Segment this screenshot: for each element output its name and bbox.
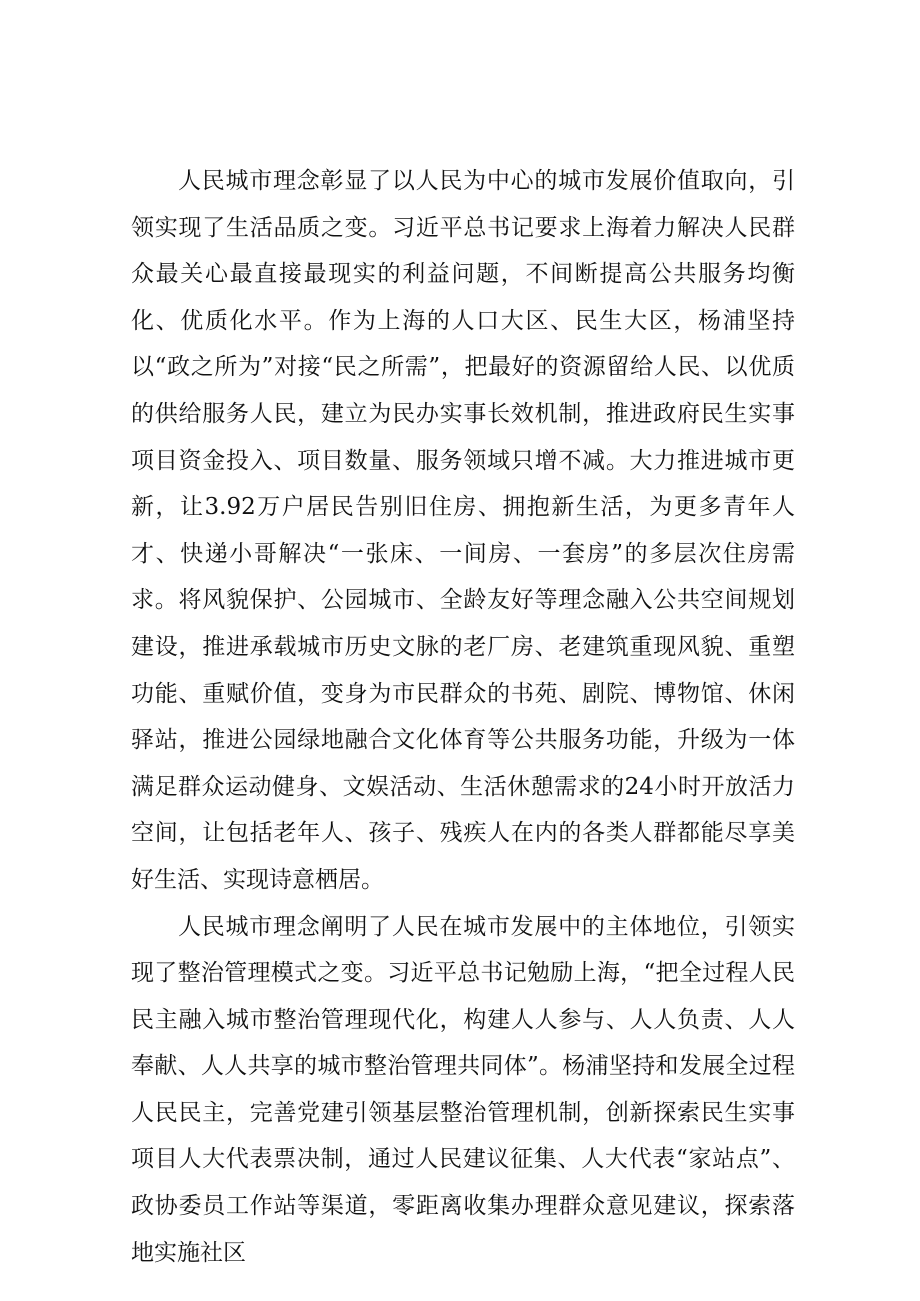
document-body — [131, 158, 795, 1276]
paragraph-1: 人民城市理念彰显了以人民为中心的城市发展价值取向，引领实现了生活品质之变。习近平总书记要求上海着力解决人民群众最关心最直接最现实的利益问题，不间断提高公共服务均衡化、优质化水平。作为上海的人口大区、民生大区，杨浦坚持以“政之所为”对接“民之所需”，把最好的资源留给人民、以优质的供给服务人民，建立为民办实事长效机制，推进政府民生实事项目资金投入、项目数量、服务领域只增不减。大力推进城市更新，让3.92万户居民告别旧住房、拥抱新生活，为更多青年人才、快递小哥解决“一张床、一间房、一套房”的多层次住房需求。将风貌保护、公园城市、全龄友好等理念融入公共空间规划建设，推进承载城市历史文脉的老厂房、老建筑重现风貌、重塑功能、重赋价值，变身为市民群众的书苑、剧院、博物馆、休闲驿站，推进公园绿地融合文化体育等公共服务功能，升级为一体满足群众运动健身、文娱活动、生活休憩需求的24小时开放活力空间，让包括老年人、孩子、残疾人在内的各类人群都能尽享美好生活、实现诗意栖居。 — [131, 168, 795, 893]
paragraph-2: 人民城市理念阐明了人民在城市发展中的主体地位，引领实现了整治管理模式之变。习近平总书记勉励上海，“把全过程人民民主融入城市整治管理现代化，构建人人参与、人人负责、人人奉献、人人共享的城市整治管理共同体”。杨浦坚持和发展全过程人民民主，完善党建引领基层整治管理机制，创新探索民生实事项目人大代表票决制，通过人民建议征集、人大代表“家站点”、政协委员工作站等渠道，零距离收集办理群众意见建议，探索落地实施社区 — [131, 913, 795, 1266]
